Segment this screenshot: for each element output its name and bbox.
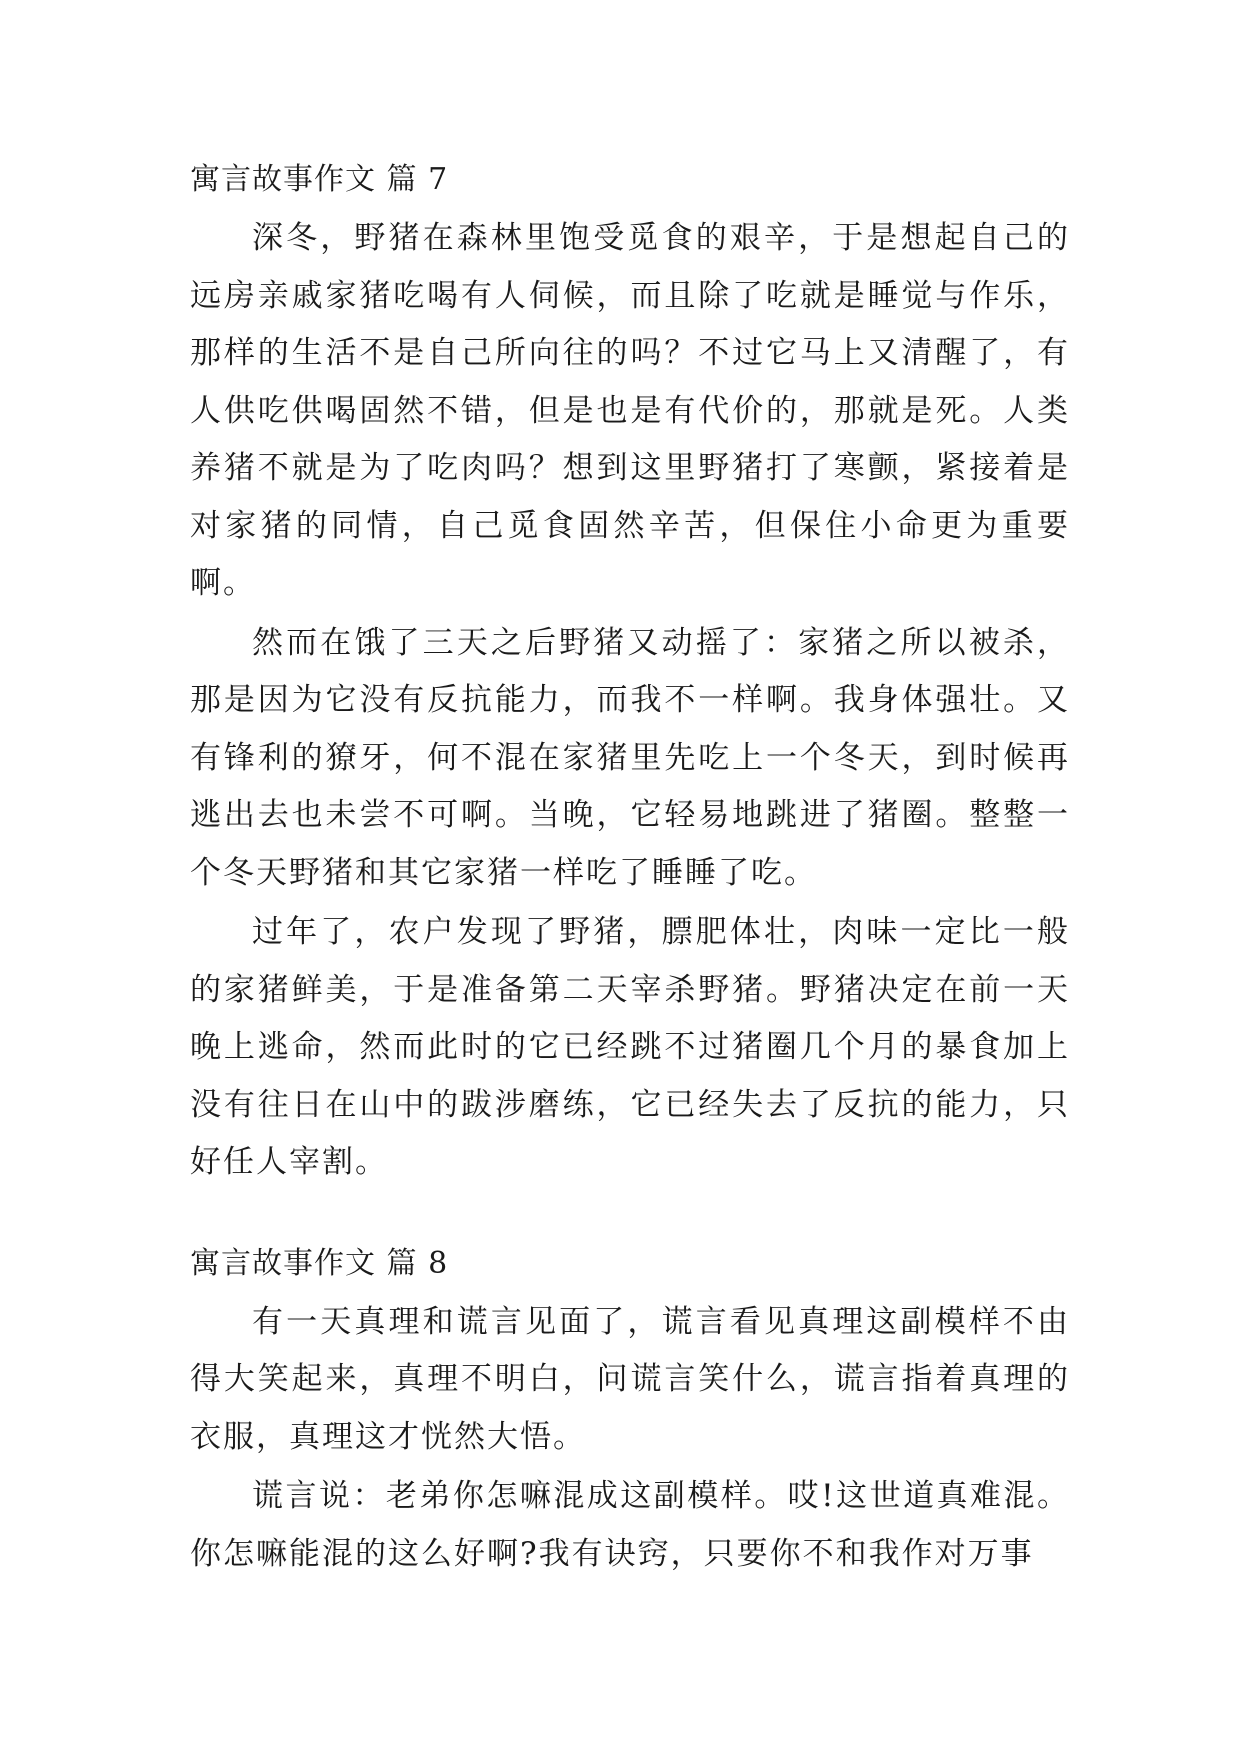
document-page (190, 160, 1070, 1585)
paragraph: 有一天真理和谎言见面了，谎言看见真理这副模样不由得大笑起来，真理不明白，问谎言笑什么，谎言指着真理的衣服，真理这才恍然大悟。 (190, 1303, 1070, 1455)
section-fable-8 (190, 1244, 1070, 1584)
paragraph: 过年了，农户发现了野猪，膘肥体壮，肉味一定比一般的家猪鲜美，于是准备第二天宰杀野猪。野猪决定在前一天晚上逃命，然而此时的它已经跳不过猪圈几个月的暴食加上没有往日在山中的跋涉磨练，它已经失去了反抗的能力，只好任人宰割。 (190, 914, 1070, 1180)
paragraph: 然而在饿了三天之后野猪又动摇了：家猪之所以被杀，那是因为它没有反抗能力，而我不一样啊。我身体强壮。又有锋利的獠牙，何不混在家猪里先吃上一个冬天，到时候再逃出去也未尝不可啊。当晚，它轻易地跳进了猪圈。整整一个冬天野猪和其它家猪一样吃了睡睡了吃。 (190, 624, 1070, 891)
section-heading: 寓言故事作文 篇 7 (190, 162, 449, 197)
paragraph: 深冬，野猪在森林里饱受觅食的艰辛，于是想起自己的远房亲戚家猪吃喝有人伺候，而且除了吃就是睡觉与作乐，那样的生活不是自己所向往的吗？不过它马上又清醒了，有人供吃供喝固然不错，但是也是有代价的，那就是死。人类养猪不就是为了吃肉吗？想到这里野猪打了寒颤，紧接着是对家猪的同情，自己觅食固然辛苦，但保住小命更为重要啊。 (190, 220, 1070, 601)
section-fable-7 (190, 160, 1070, 1192)
paragraph: 谎言说：老弟你怎嘛混成这副模样。哎!这世道真难混。你怎嘛能混的这么好啊?我有诀窍，只要你不和我作对万事 (190, 1478, 1070, 1572)
section-heading: 寓言故事作文 篇 8 (190, 1245, 449, 1281)
